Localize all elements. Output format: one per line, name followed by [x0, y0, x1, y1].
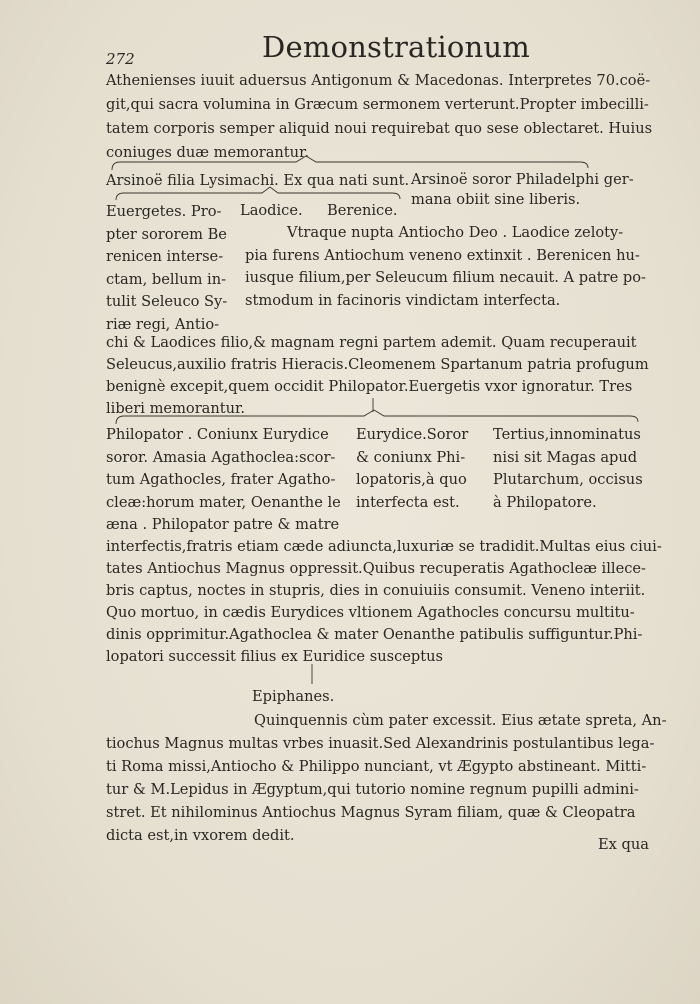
text-line: tur & M.Lepidus in Ægyptum,qui tutorio nomine regnum pupilli admini-	[106, 781, 639, 798]
text-line: ti Roma missi,Antiocho & Philippo nunciant, vt Ægypto abstineant. Mitti-	[106, 758, 647, 775]
text-line: dinis opprimitur.Agathoclea & mater Oenanthe patibulis suffiguntur.Phi-	[106, 626, 643, 643]
text-line: Quinquennis cùm pater excessit. Eius ætate spreta, An-	[254, 712, 667, 729]
catchword: Ex qua	[598, 836, 649, 853]
genealogy-wife-arsinoe-soror: Arsinoë soror Philadelphi ger- mana obiit sine liberis.	[411, 171, 634, 208]
text-line: Athenienses iuuit aduersus Antigonum & Macedonas. Interpretes 70.coë-	[106, 72, 651, 89]
genealogy-child-tertius: Tertius,innominatus nisi sit Magas apud Plutarchum, occisus à Philopatore.	[493, 426, 643, 511]
text-line: interfectis,fratris etiam cæde adiuncta,luxuriæ se tradidit.Multas eius ciui-	[106, 538, 662, 555]
text-line: coniuges duæ memorantur.	[106, 144, 310, 161]
text-line: chi & Laodices filio,& magnam regni partem ademit. Quam recuperauit	[106, 334, 637, 351]
text-line: tates Antiochus Magnus oppressit.Quibus recuperatis Agathocleæ illece-	[106, 560, 646, 577]
text-line: tiochus Magnus multas vrbes inuasit.Sed Alexandrinis postulantibus lega-	[106, 735, 655, 752]
text-line: benignè excepit,quem occidit Philopator.Euergetis vxor ignoratur. Tres	[106, 378, 633, 395]
text-line: git,qui sacra volumina in Græcum sermonem verterunt.Propter imbecilli-	[106, 96, 649, 113]
text-line: stret. Et nihilominus Antiochus Magnus Syram filiam, quæ & Cleopatra	[106, 804, 636, 821]
text-line: lopatori successit filius ex Euridice susceptus	[106, 648, 443, 665]
running-head: Demonstrationum	[262, 30, 530, 64]
text-line: liberi memorantur.	[106, 400, 246, 417]
text-line: bris captus, noctes in stupris, dies in conuiuiis consumit. Veneno interiit.	[106, 582, 646, 599]
text-line: tatem corporis semper aliquid noui requirebat quo sese oblectaret. Huius	[106, 120, 653, 137]
genealogy-wife-arsinoe-lysimachi: Arsinoë filia Lysimachi. Ex qua nati sunt.	[106, 172, 410, 189]
genealogy-child-philopator: Philopator . Coniunx Eurydice soror. Amasia Agathoclea:scor- tum Agathocles, frater Agatho- cleæ:horum mater, Oenanthe le æna . Philopator patre & matre	[106, 426, 341, 534]
genealogy-child-euergetes: Euergetes. Pro- pter sororem Be renicen interse- ctam, bellum in- tulit Seleuco Sy- riæ regi, Antio-	[106, 203, 228, 333]
text-line: Quo mortuo, in cædis Eurydices vltionem Agathocles concursu multitu-	[106, 604, 635, 621]
genealogy-side-text: Vtraque nupta Antiocho Deo . Laodice zeloty- pia furens Antiochum veneno extinxit . Berenicen hu- iusque filium,per Seleucum filium necauit. A patre po- stmodum in facinoris vindictam interfecta.	[245, 224, 646, 309]
text-line: dicta est,in vxorem dedit.	[106, 827, 295, 844]
text-line: Seleucus,auxilio fratris Hieracis.Cleomenem Spartanum patria profugum	[106, 356, 649, 373]
genealogy-child-berenice: Berenice.	[327, 202, 398, 219]
genealogy-child-epiphanes: Epiphanes.	[252, 688, 335, 705]
genealogy-child-laodice: Laodice.	[240, 202, 303, 219]
page-number: 272	[106, 50, 135, 68]
genealogy-child-eurydice: Eurydice.Soror & coniunx Phi- lopatoris,à quo interfecta est.	[356, 426, 469, 511]
